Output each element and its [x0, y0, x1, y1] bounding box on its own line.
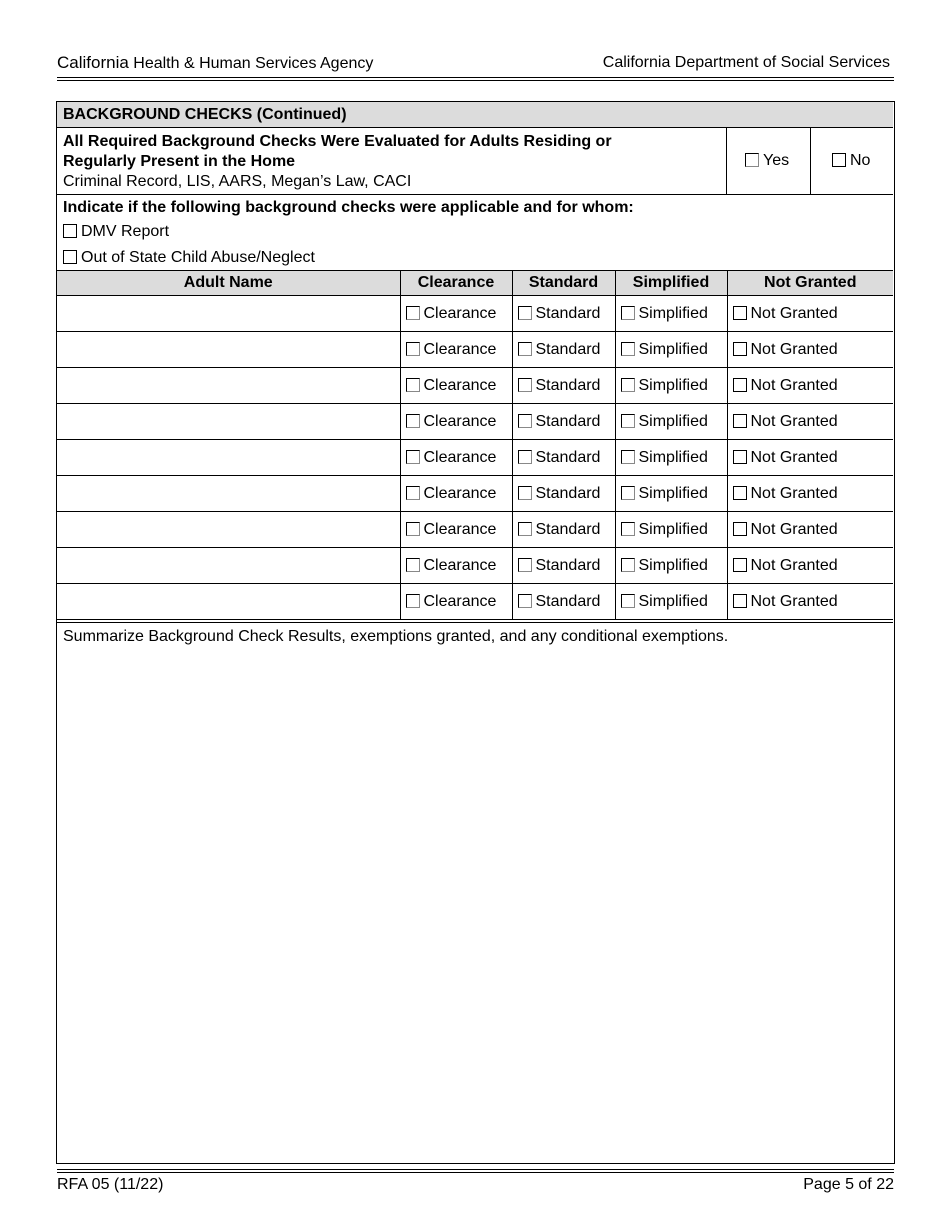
simplified-label: Simplified	[638, 340, 708, 358]
table-row	[57, 512, 893, 548]
simplified-cell[interactable]	[615, 512, 727, 548]
table-row	[57, 332, 893, 368]
clearance-label: Clearance	[423, 304, 497, 322]
simplified-label: Simplified	[638, 412, 708, 430]
not-granted-cell[interactable]	[727, 440, 893, 476]
adult-name-cell[interactable]	[57, 548, 400, 584]
adult-name-cell[interactable]	[57, 332, 400, 368]
applicable-checks-lead: Indicate if the following background checks were applicable and for whom:	[63, 199, 634, 216]
out-of-state-option[interactable]	[63, 249, 315, 267]
col-clearance: Clearance	[400, 271, 512, 296]
not-granted-checkbox[interactable]	[733, 306, 747, 320]
standard-label: Standard	[535, 556, 601, 574]
required-checks-line2: Regularly Present in the Home	[63, 153, 296, 170]
table-row	[57, 404, 893, 440]
clearance-label: Clearance	[423, 448, 497, 466]
adult-name-cell[interactable]	[57, 296, 400, 332]
simplified-checkbox[interactable]	[621, 558, 635, 572]
page-number: Page 5 of 22	[803, 1176, 894, 1193]
col-standard: Standard	[512, 271, 615, 296]
not-granted-checkbox[interactable]	[733, 522, 747, 536]
agency-state: California	[57, 53, 129, 72]
simplified-label: Simplified	[638, 376, 708, 394]
standard-label: Standard	[535, 448, 601, 466]
clearance-checkbox[interactable]	[406, 450, 420, 464]
not-granted-label: Not Granted	[750, 556, 838, 574]
clearance-cell[interactable]	[400, 368, 512, 404]
standard-checkbox[interactable]	[518, 378, 532, 392]
clearance-cell[interactable]	[400, 296, 512, 332]
agency-rest: Health & Human Services Agency	[128, 55, 374, 72]
standard-label: Standard	[535, 304, 601, 322]
header-rule-bottom	[57, 80, 894, 81]
not-granted-checkbox[interactable]	[733, 486, 747, 500]
standard-checkbox[interactable]	[518, 594, 532, 608]
simplified-cell[interactable]	[615, 296, 727, 332]
standard-checkbox[interactable]	[518, 414, 532, 428]
adult-name-cell[interactable]	[57, 368, 400, 404]
not-granted-checkbox[interactable]	[733, 378, 747, 392]
required-checks-line1: All Required Background Checks Were Evaluated for Adults Residing or	[63, 133, 612, 150]
not-granted-label: Not Granted	[750, 304, 838, 322]
standard-cell[interactable]	[512, 296, 615, 332]
standard-checkbox[interactable]	[518, 522, 532, 536]
applicable-checks-question	[57, 195, 893, 270]
not-granted-checkbox[interactable]	[733, 450, 747, 464]
clearance-label: Clearance	[423, 556, 497, 574]
no-checkbox[interactable]	[832, 153, 846, 167]
standard-checkbox[interactable]	[518, 486, 532, 500]
simplified-label: Simplified	[638, 484, 708, 502]
clearance-checkbox[interactable]	[406, 558, 420, 572]
section-title: BACKGROUND CHECKS (Continued)	[57, 102, 893, 128]
dmv-report-checkbox[interactable]	[63, 224, 77, 238]
standard-checkbox[interactable]	[518, 558, 532, 572]
simplified-checkbox[interactable]	[621, 522, 635, 536]
standard-label: Standard	[535, 520, 601, 538]
not-granted-cell[interactable]	[727, 368, 893, 404]
clearance-checkbox[interactable]	[406, 306, 420, 320]
simplified-cell[interactable]	[615, 584, 727, 620]
simplified-checkbox[interactable]	[621, 342, 635, 356]
table-row	[57, 476, 893, 512]
not-granted-label: Not Granted	[750, 592, 838, 610]
standard-label: Standard	[535, 340, 601, 358]
not-granted-cell[interactable]	[727, 584, 893, 620]
out-of-state-checkbox[interactable]	[63, 250, 77, 264]
not-granted-cell[interactable]	[727, 512, 893, 548]
standard-cell[interactable]	[512, 332, 615, 368]
page-header	[57, 53, 894, 77]
simplified-label: Simplified	[638, 556, 708, 574]
simplified-cell[interactable]	[615, 440, 727, 476]
standard-checkbox[interactable]	[518, 450, 532, 464]
col-adult-name: Adult Name	[57, 271, 400, 296]
table-row	[57, 368, 893, 404]
simplified-checkbox[interactable]	[621, 450, 635, 464]
standard-cell[interactable]	[512, 404, 615, 440]
required-checks-detail: Criminal Record, LIS, AARS, Megan’s Law, CACI	[63, 173, 412, 190]
not-granted-label: Not Granted	[750, 340, 838, 358]
footer-rule-bottom	[57, 1172, 894, 1173]
standard-cell[interactable]	[512, 440, 615, 476]
standard-cell[interactable]	[512, 512, 615, 548]
clearance-checkbox[interactable]	[406, 486, 420, 500]
department-name: California Department of Social Services	[602, 54, 890, 71]
yes-label: Yes	[763, 152, 790, 169]
adult-name-cell[interactable]	[57, 440, 400, 476]
not-granted-checkbox[interactable]	[733, 414, 747, 428]
not-granted-checkbox[interactable]	[733, 594, 747, 608]
clearance-checkbox[interactable]	[406, 414, 420, 428]
simplified-label: Simplified	[638, 448, 708, 466]
not-granted-cell[interactable]	[727, 332, 893, 368]
standard-checkbox[interactable]	[518, 306, 532, 320]
agency-name	[57, 53, 373, 73]
simplified-label: Simplified	[638, 304, 708, 322]
dmv-report-label: DMV Report	[81, 223, 170, 240]
adult-name-cell[interactable]	[57, 404, 400, 440]
simplified-checkbox[interactable]	[621, 306, 635, 320]
table-header-row	[57, 271, 893, 296]
not-granted-cell[interactable]	[727, 476, 893, 512]
clearance-cell[interactable]	[400, 476, 512, 512]
background-checks-form	[56, 101, 895, 1164]
clearance-cell[interactable]	[400, 404, 512, 440]
simplified-cell[interactable]	[615, 332, 727, 368]
not-granted-cell[interactable]	[727, 404, 893, 440]
table-row	[57, 548, 893, 584]
col-simplified: Simplified	[615, 271, 727, 296]
standard-cell[interactable]	[512, 548, 615, 584]
footer-rule-top	[57, 1169, 894, 1170]
clearance-cell[interactable]	[400, 440, 512, 476]
standard-checkbox[interactable]	[518, 342, 532, 356]
not-granted-cell[interactable]	[727, 296, 893, 332]
header-rule-top	[57, 77, 894, 78]
clearance-label: Clearance	[423, 592, 497, 610]
adult-name-cell[interactable]	[57, 476, 400, 512]
col-not-granted: Not Granted	[727, 271, 893, 296]
standard-cell[interactable]	[512, 368, 615, 404]
simplified-cell[interactable]	[615, 548, 727, 584]
no-label: No	[850, 152, 871, 169]
simplified-checkbox[interactable]	[621, 594, 635, 608]
out-of-state-label: Out of State Child Abuse/Neglect	[81, 249, 315, 266]
clearance-label: Clearance	[423, 520, 497, 538]
not-granted-label: Not Granted	[750, 484, 838, 502]
standard-cell[interactable]	[512, 476, 615, 512]
simplified-checkbox[interactable]	[621, 414, 635, 428]
clearance-checkbox[interactable]	[406, 522, 420, 536]
no-option[interactable]	[810, 128, 893, 194]
adult-name-cell[interactable]	[57, 512, 400, 548]
adult-name-cell[interactable]	[57, 584, 400, 620]
not-granted-cell[interactable]	[727, 548, 893, 584]
clearance-label: Clearance	[423, 340, 497, 358]
clearance-label: Clearance	[423, 484, 497, 502]
clearance-checkbox[interactable]	[406, 342, 420, 356]
simplified-label: Simplified	[638, 592, 708, 610]
not-granted-label: Not Granted	[750, 520, 838, 538]
clearance-cell[interactable]	[400, 332, 512, 368]
simplified-label: Simplified	[638, 520, 708, 538]
not-granted-label: Not Granted	[750, 376, 838, 394]
summary-box[interactable]	[57, 622, 893, 1162]
required-checks-text	[63, 132, 723, 192]
table-row	[57, 440, 893, 476]
clearance-cell[interactable]	[400, 584, 512, 620]
simplified-checkbox[interactable]	[621, 378, 635, 392]
standard-cell[interactable]	[512, 584, 615, 620]
dmv-report-option[interactable]	[63, 223, 169, 241]
summary-label: Summarize Background Check Results, exemptions granted, and any conditional exemptions.	[63, 628, 729, 645]
yes-checkbox[interactable]	[745, 153, 759, 167]
form-id: RFA 05 (11/22)	[57, 1176, 164, 1193]
not-granted-checkbox[interactable]	[733, 342, 747, 356]
table-row	[57, 296, 893, 332]
simplified-checkbox[interactable]	[621, 486, 635, 500]
standard-label: Standard	[535, 484, 601, 502]
simplified-cell[interactable]	[615, 404, 727, 440]
standard-label: Standard	[535, 592, 601, 610]
simplified-cell[interactable]	[615, 368, 727, 404]
standard-label: Standard	[535, 376, 601, 394]
clearance-checkbox[interactable]	[406, 378, 420, 392]
simplified-cell[interactable]	[615, 476, 727, 512]
clearance-checkbox[interactable]	[406, 594, 420, 608]
yes-option[interactable]	[726, 128, 810, 194]
not-granted-label: Not Granted	[750, 448, 838, 466]
clearance-label: Clearance	[423, 376, 497, 394]
clearance-label: Clearance	[423, 412, 497, 430]
clearance-cell[interactable]	[400, 548, 512, 584]
adult-checks-table	[57, 270, 893, 620]
table-row	[57, 584, 893, 620]
standard-label: Standard	[535, 412, 601, 430]
clearance-cell[interactable]	[400, 512, 512, 548]
not-granted-label: Not Granted	[750, 412, 838, 430]
not-granted-checkbox[interactable]	[733, 558, 747, 572]
required-checks-question	[57, 128, 893, 195]
